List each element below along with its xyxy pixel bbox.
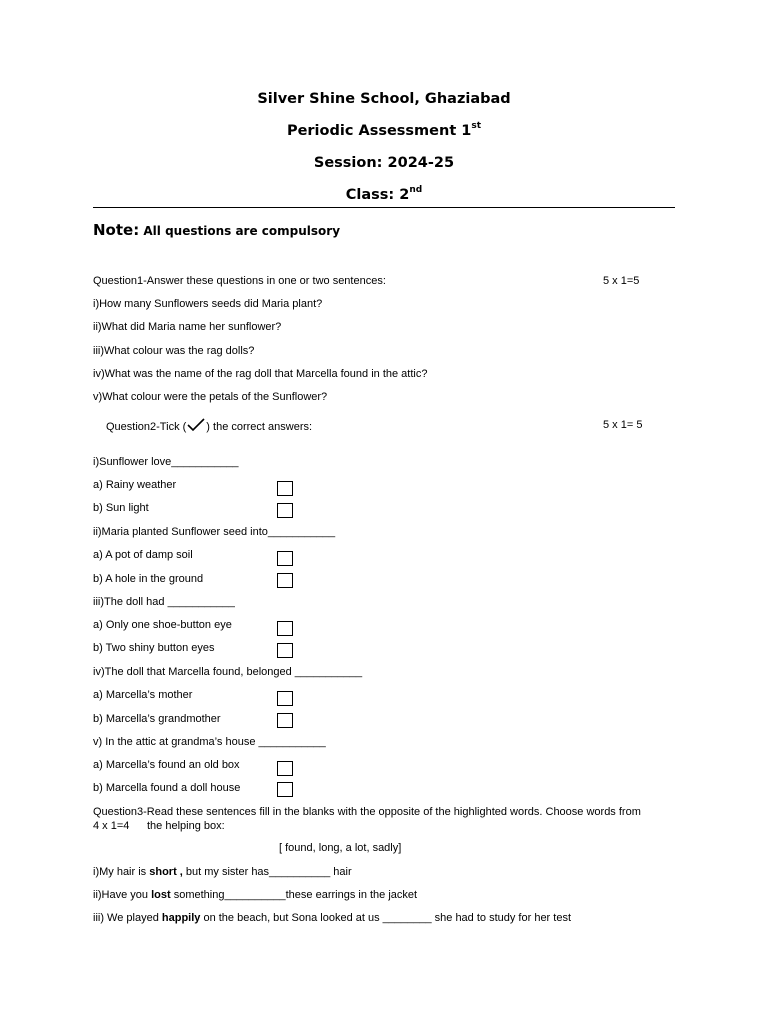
q2-question: i)Sunflower love___________ [93, 456, 239, 468]
q1-item: v)What colour were the petals of the Sunflower? [93, 391, 328, 403]
q2-option: a) A pot of damp soil [93, 549, 193, 561]
highlighted-word: happily [161, 912, 201, 924]
note [93, 220, 340, 241]
highlighted-word: short , [149, 866, 183, 878]
q2-marks: 5 x 1= 5 [603, 419, 643, 431]
answer-checkbox[interactable] [277, 782, 293, 797]
q2-title [106, 418, 312, 436]
header-divider [93, 207, 675, 208]
q3-sentence-part: on the beach, but Sona looked at us ________ she had to study for her test [200, 912, 572, 924]
q3-sentence-part: but my sister has__________ hair [182, 866, 352, 878]
q2-title-before: Question2-Tick ( [106, 421, 187, 433]
q1-marks: 5 x 1=5 [603, 275, 640, 287]
answer-checkbox[interactable] [277, 481, 293, 496]
q2-option: a) Marcella’s found an old box [93, 759, 240, 771]
answer-checkbox[interactable] [277, 551, 293, 566]
note-text: All questions are compulsory [139, 224, 341, 238]
q2-option: b) Two shiny button eyes [93, 642, 215, 654]
q3-sentence-part: i)My hair is [93, 866, 150, 878]
q2-option: a) Only one shoe-button eye [93, 619, 232, 631]
q3-sentence [93, 911, 571, 925]
answer-checkbox[interactable] [277, 643, 293, 658]
q3-sentence-part: something__________these earrings in the jacket [170, 889, 418, 901]
q3-sentence [93, 888, 417, 902]
q3-title: Question3-Read these sentences fill in the blanks with the opposite of the highlighted words. Choose words from [93, 806, 641, 818]
school-name: Silver Shine School, Ghaziabad [257, 91, 511, 107]
q2-option: b) A hole in the ground [93, 573, 204, 585]
q3-marks: 4 x 1=4 [93, 820, 130, 832]
q2-option: b) Sun light [93, 502, 149, 514]
assessment-title-text: Periodic Assessment 1 [286, 123, 472, 139]
q2-question: v) In the attic at grandma’s house ___________ [93, 736, 326, 748]
note-label: Note: [93, 221, 140, 239]
q1-item: ii)What did Maria name her sunflower? [93, 321, 282, 333]
q2-question: iv)The doll that Marcella found, belonged ___________ [93, 666, 363, 678]
q1-title: Question1-Answer these questions in one or two sentences: [93, 275, 386, 287]
q1-item: iv)What was the name of the rag doll that Marcella found in the attic? [93, 368, 428, 380]
answer-checkbox[interactable] [277, 573, 293, 588]
q2-option: b) Marcella’s grandmother [93, 713, 221, 725]
answer-checkbox[interactable] [277, 503, 293, 518]
class-label [0, 186, 768, 204]
highlighted-word: lost [151, 889, 171, 901]
q2-option: a) Marcella’s mother [93, 689, 193, 701]
q3-sentence [93, 865, 352, 879]
q2-option: a) Rainy weather [93, 479, 177, 491]
answer-checkbox[interactable] [277, 691, 293, 706]
q2-option: b) Marcella found a doll house [93, 782, 241, 794]
q3-sentence-part: ii)Have you [93, 889, 152, 901]
class-label-sup: nd [409, 185, 423, 195]
q2-question: ii)Maria planted Sunflower seed into___________ [93, 526, 336, 538]
assessment-title [0, 122, 768, 140]
answer-checkbox[interactable] [277, 621, 293, 636]
q3-title-continued: the helping box: [147, 820, 225, 832]
answer-checkbox[interactable] [277, 761, 293, 776]
q1-item: iii)What colour was the rag dolls? [93, 345, 255, 357]
q2-question: iii)The doll had ___________ [93, 596, 235, 608]
checkmark-icon [187, 418, 205, 436]
q2-title-after: ) the correct answers: [206, 421, 313, 433]
session-label: Session: 2024-25 [313, 155, 455, 171]
helping-word-box: [ found, long, a lot, sadly] [279, 842, 402, 854]
assessment-title-sup: st [471, 121, 482, 131]
q1-item: i)How many Sunflowers seeds did Maria plant? [93, 298, 323, 310]
answer-checkbox[interactable] [277, 713, 293, 728]
class-label-text: Class: 2 [345, 187, 410, 203]
q3-sentence-part: iii) We played [93, 912, 162, 924]
